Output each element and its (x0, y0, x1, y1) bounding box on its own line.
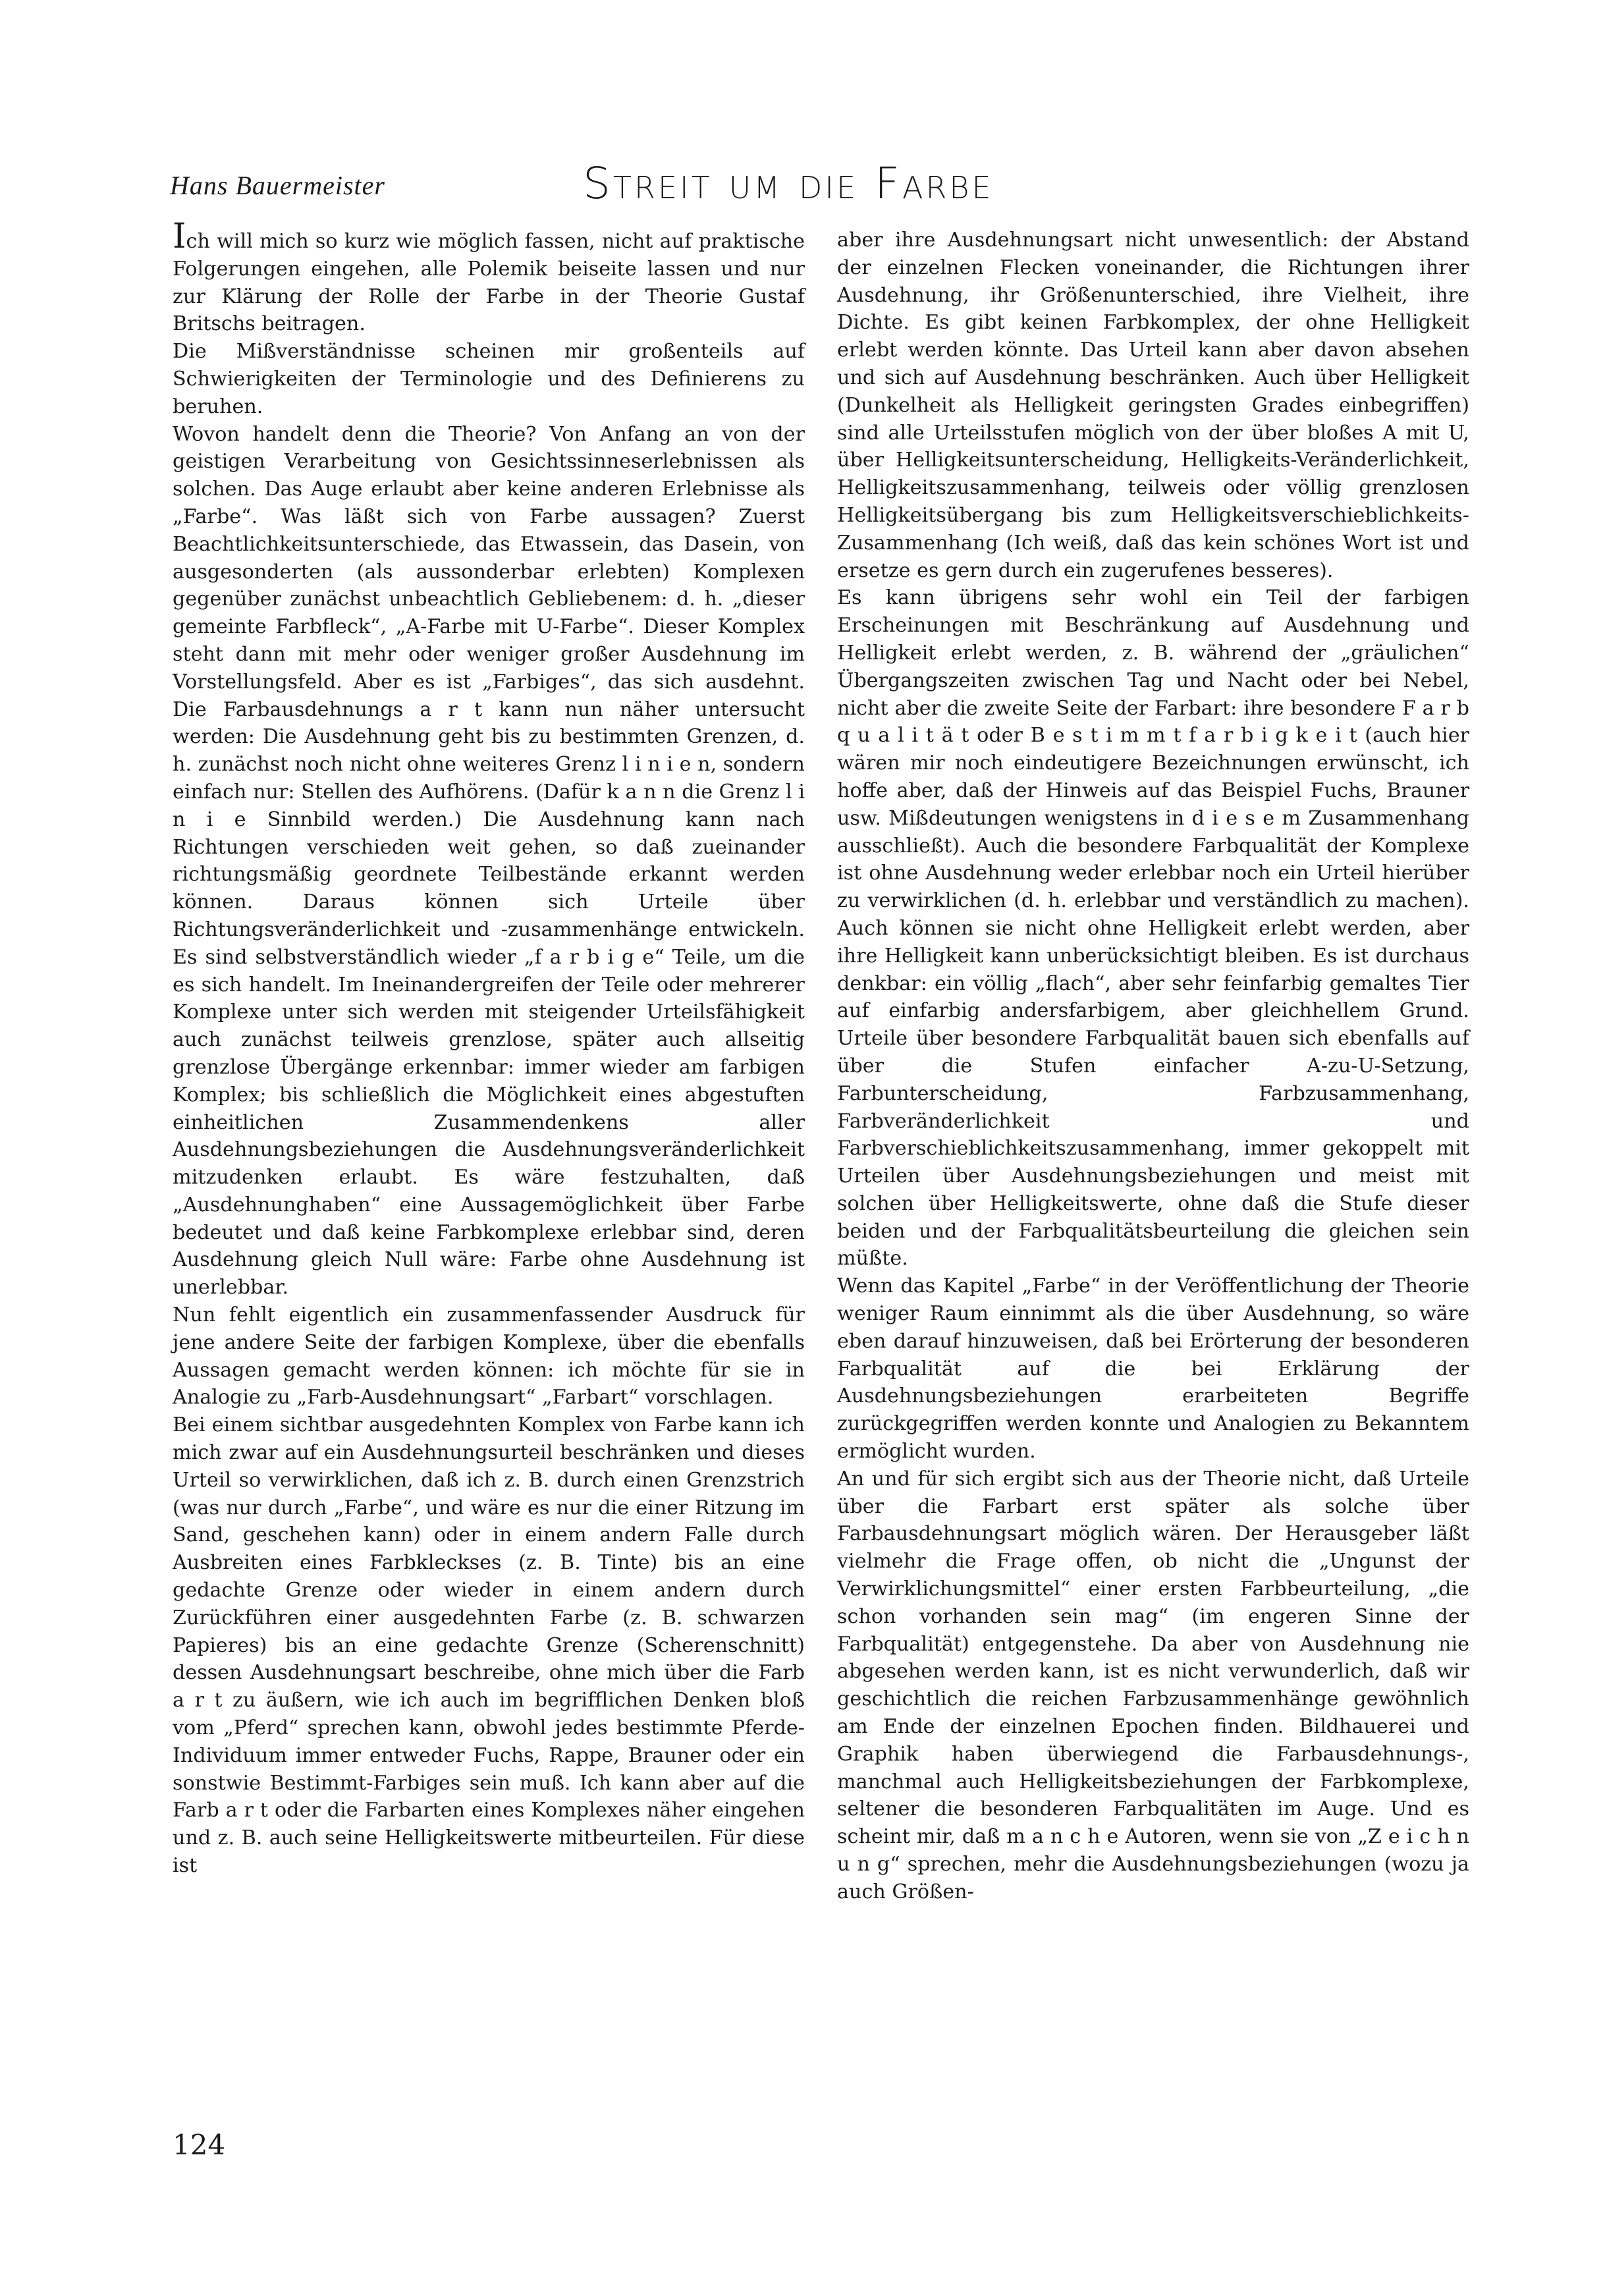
paragraph: Nun fehlt eigentlich ein zusammenfassender Ausdruck für jene andere Seite der farbigen Komplexe, über die ebenfalls Aussagen gemacht werden können: ich möchte für sie in Analogie zu „Farb-Ausdehnungsart“ „Farbart“ vorschlagen. (173, 1303, 805, 1409)
paragraph: Wenn das Kapitel „Farbe“ in der Veröffentlichung der Theorie weniger Raum einnimmt als die über Ausdehnung, so wäre eben darauf hinzuweisen, daß bei Erörterung der besonderen Farbqualität auf die bei Erklärung der Ausdehnungsbeziehungen erarbeiteten Begriffe zurückgegriffen werden konnte und Analogien zu Bekanntem ermöglicht wurden. (837, 1274, 1469, 1463)
paragraph: Es kann übrigens sehr wohl ein Teil der farbigen Erscheinungen mit Beschränkung auf Ausdehnung und Helligkeit erlebt werden, z. B. während der „gräulichen“ Übergangszeiten zwischen Tag und Nacht oder bei Nebel, nicht aber die zweite Seite der Farbart: ihre besondere F a r b q u a l i t ä t oder B e s t i m m t f a r b i g k e i t (auch hier wären mir noch eindeutigere Bezeichnungen erwünscht, ich hoffe aber, daß der Hinweis auf das Beispiel Fuchs, Brauner usw. Mißdeutungen wenigstens in d i e s e m Zusammenhang ausschließt). Auch die besondere Farbqualität der Komplexe ist ohne Ausdehnung weder erlebbar noch ein Urteil hierüber zu verwirklichen (d. h. erlebbar und verständlich zu machen). Auch können sie nicht ohne Helligkeit erlebt werden, aber ihre Helligkeit kann unberücksichtigt bleiben. Es ist durchaus denkbar: ein völlig „flach“, aber sehr feinfarbig gemaltes Tier auf einfarbig andersfarbigem, aber gleichhellem Grund. Urteile über besondere Farbqualität bauen sich ebenfalls auf über die Stufen einfacher A-zu-U-Setzung, Farbunterscheidung, Farbzusammenhang, Farbveränderlichkeit und Farbverschieblichkeitszusammenhang, immer gekoppelt mit Urteilen über Ausdehnungsbeziehungen und meist mit solchen über Helligkeitswerte, ohne daß die Stufe dieser beiden und der Farbqualitätsbeurteilung die gleichen sein müßte. (837, 586, 1469, 1271)
article-title: Streit um die Farbe (583, 158, 994, 209)
paragraph: Die Mißverständnisse scheinen mir großenteils auf Schwierigkeiten der Terminologie und des Definierens zu beruhen. (173, 340, 805, 418)
paragraph: Bei einem sichtbar ausgedehnten Komplex von Farbe kann ich mich zwar auf ein Ausdehnungsurteil beschränken und dieses Urteil so verwirklichen, daß ich z. B. durch einen Grenzstrich (was nur durch „Farbe“, und wäre es nur die einer Ritzung im Sand, geschehen kann) oder in einem andern Falle durch Ausbreiten eines Farbkleckses (z. B. Tinte) bis an eine gedachte Grenze oder wieder in einem andern durch Zurückführen einer ausgedehnten Farbe (z. B. schwarzen Papieres) bis an eine gedachte Grenze (Scherenschnitt) dessen Ausdehnungsart beschreibe, ohne mich über die Farb a r t zu äußern, wie ich auch im begrifflichen Denken bloß vom „Pferd“ sprechen kann, obwohl jedes bestimmte Pferde-Individuum immer entweder Fuchs, Rappe, Brauner oder ein sonstwie Bestimmt-Farbiges sein muß. Ich kann aber auf die Farb a r t oder die Farbarten eines Komplexes näher eingehen und z. B. auch seine Helligkeitswerte mitbeurteilen. Für diese ist (173, 1413, 805, 1878)
page-number: 124 (173, 2129, 226, 2161)
right-column (837, 227, 1469, 1906)
paragraph: An und für sich ergibt sich aus der Theorie nicht, daß Urteile über die Farbart erst später als solche über Farbausdehnungsart möglich wären. Der Herausgeber läßt vielmehr die Frage offen, ob nicht die „Ungunst der Verwirklichungsmittel“ einer ersten Farbbeurteilung, „die schon vorhanden sein mag“ (im engeren Sinne der Farbqualität) entgegenstehe. Da aber von Ausdehnung nie abgesehen werden kann, ist es nicht verwunderlich, daß wir geschichtlich die reichen Farbzusammenhänge gewöhnlich am Ende der einzelnen Epochen finden. Bildhauerei und Graphik haben überwiegend die Farbausdehnungs-, manchmal auch Helligkeitsbeziehungen der Farbkomplexe, seltener die besonderen Farbqualitäten im Auge. Und es scheint mir, daß m a n c h e Autoren, wenn sie von „Z e i c h n u n g“ sprechen, mehr die Ausdehnungsbeziehungen (wozu ja auch Größen- (837, 1467, 1469, 1903)
paragraph: Ich will mich so kurz wie möglich fassen, nicht auf praktische Folgerungen eingehen, alle Polemik beiseite lassen und nur zur Klärung der Rolle der Farbe in der Theorie Gustaf Britschs beitragen. (173, 217, 805, 336)
author-name: Hans Bauermeister (170, 171, 385, 200)
left-column (173, 217, 805, 1880)
paragraph: Wovon handelt denn die Theorie? Von Anfang an von der geistigen Verarbeitung von Gesichtssinneserlebnissen als solchen. Das Auge erlaubt aber keine anderen Erlebnisse als „Farbe“. Was läßt sich von Farbe aussagen? Zuerst Beachtlichkeitsunterschiede, das Etwassein, das Dasein, von ausgesonderten (als aussonderbar erlebten) Komplexen gegenüber zunächst unbeachtlich Gebliebenem: d. h. „dieser gemeinte Farbfleck“, „A-Farbe mit U-Farbe“. Dieser Komplex steht dann mit mehr oder weniger großer Ausdehnung im Vorstellungsfeld. Aber es ist „Farbiges“, das sich ausdehnt. Die Farbausdehnungs a r t kann nun näher untersucht werden: Die Ausdehnung geht bis zu bestimmten Grenzen, d. h. zunächst noch nicht ohne weiteres Grenz l i n i e n, sondern einfach nur: Stellen des Aufhörens. (Dafür k a n n die Grenz l i n i e Sinnbild werden.) Die Ausdehnung kann nach Richtungen verschieden weit gehen, so daß zueinander richtungsmäßig geordnete Teilbestände erkannt werden können. Daraus können sich Urteile über Richtungsveränderlichkeit und -zusammenhänge entwickeln. Es sind selbstverständlich wieder „f a r b i g e“ Teile, um die es sich handelt. Im Ineinandergreifen der Teile oder mehrerer Komplexe unter sich werden mit steigender Urteilsfähigkeit auch zunächst teilweis grenzlose, später auch allseitig grenzlose Übergänge erkennbar: immer wieder am farbigen Komplex; bis schließlich die Möglichkeit eines abgestuften einheitlichen Zusammendenkens aller Ausdehnungsbeziehungen die Ausdehnungsveränderlichkeit mitzudenken erlaubt. Es wäre festzuhalten, daß „Ausdehnunghaben“ eine Aussagemöglichkeit über Farbe bedeutet und daß keine Farbkomplexe erlebbar sind, deren Ausdehnung gleich Null wäre: Farbe ohne Ausdehnung ist unerlebbar. (173, 422, 805, 1299)
paragraph: aber ihre Ausdehnungsart nicht unwesentlich: der Abstand der einzelnen Flecken voneinander, die Richtungen ihrer Ausdehnung, ihr Größenunterschied, ihre Vielheit, ihre Dichte. Es gibt keinen Farbkomplex, der ohne Helligkeit erlebt werden könnte. Das Urteil kann aber davon absehen und sich auf Ausdehnung beschränken. Auch über Helligkeit (Dunkelheit als Helligkeit geringsten Grades einbegriffen) sind alle Urteilsstufen möglich von der über bloßes A mit U, über Helligkeitsunterscheidung, Helligkeits-Veränderlichkeit, Helligkeitszusammenhang, teilweis oder völlig grenzlosen Helligkeitsübergang bis zum Helligkeitsverschieblichkeits-Zusammenhang (Ich weiß, daß das kein schönes Wort ist und ersetze es gern durch ein zugerufenes besseres). (837, 229, 1469, 582)
